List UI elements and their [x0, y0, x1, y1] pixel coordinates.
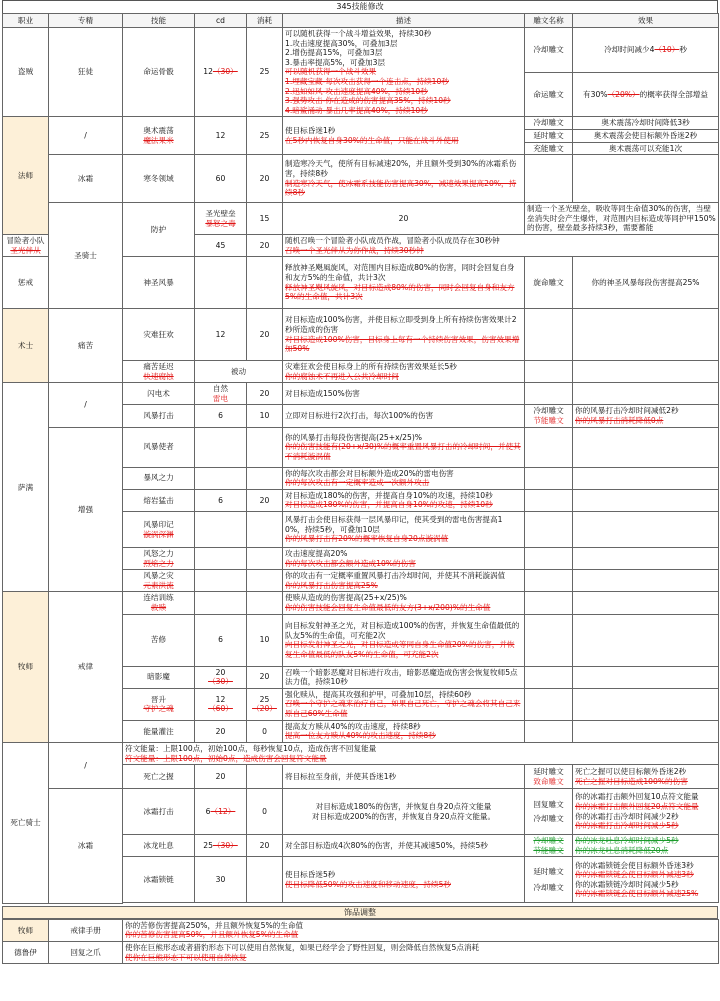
class-cell: 盗贼 — [3, 28, 49, 117]
desc-cell: 你的攻击有一定概率重置风暴打击冷却时间，并使其不消耗漩涡值 你的风暴打击伤害提高25% — [283, 570, 525, 592]
desc-cell: 对目标造成100%伤害，并使目标立即受到身上所有持续伤害效果计2秒所造成的伤害 对目标造成100%伤害，目标身上每有一个持续伤害效果，伤害效果增加50% — [283, 309, 525, 361]
glyph-effect: 你的风暴打击冷却时间减低2秒 你的风暴打击消耗降低0点 — [573, 405, 719, 427]
desc-cell: 可以随机获得一个战斗增益效果，持续30秒 1.攻击速度提高30%，可叠加3层 2.增伤提高15%，可叠加3层 3.暴击率提高5%，可叠加3层 可以随机获得一个战斗效果 1.埋藏宝藏-每次攻击获得一个连击点，持续10秒 2.迅如如风-攻击速度提高40%，持续10秒 3.强势攻击-你在造成的伤害提高35%，持续10秒 4.暗鲨涌动-暴击几率提高40%，持续10秒 — [283, 28, 525, 117]
header-cd: cd — [195, 14, 247, 28]
cd-cell: 6 — [195, 614, 247, 666]
header-cost: 消耗 — [247, 14, 283, 28]
desc-cell: 你的每次攻击都会对目标额外造成20%的雷电伤害 你的每次攻击有一定概率造成一次额外攻击 — [283, 467, 525, 489]
spec-cell: 增强 — [49, 427, 123, 592]
skill-cell: 寒冬领域 — [123, 155, 195, 203]
glyph-name: 延时雕文 — [525, 129, 573, 142]
table-row — [3, 919, 719, 941]
desc-cell: 风暴打击会使目标获得一层风暴印记，使其受到的雷电伤害提高10%，持续5秒，可叠加10层 你的风暴打击有20%的概率恢复自身20点漩涡值 — [283, 512, 525, 548]
desc-cell: 制造一个圣光壁垒，吸收等同生命值30%的伤害，当壁垒消失时会产生爆炸，对范围内目标造成等同护甲150%的伤害，壁垒最多持续3秒，需要蓄能 — [525, 203, 719, 235]
item-class: 牧师 — [3, 919, 49, 941]
skill-cell: 闪电术 — [123, 383, 195, 405]
skill-table — [2, 13, 719, 904]
cd-cell: 6（12） — [195, 789, 247, 835]
spec-cell: 冰霜 — [49, 789, 123, 904]
items-table — [2, 919, 719, 964]
glyph-effect: 你的冰龙吐息冷却时间减少5秒 你的冰龙吐息消耗降低20点 — [573, 835, 719, 857]
skill-cell: 暴风之力 — [123, 467, 195, 489]
item-desc: 你的苦修伤害提高250%，并且额外恢复5%的生命值 你的苦修伤害提高50%，并且额外恢复5%的生命值 — [123, 919, 719, 941]
class-cell: 圣骑士 — [49, 203, 123, 309]
glyph-name: 回复雕文 冷却雕文 — [525, 789, 573, 835]
skill-cell: 冰霜锁链 — [123, 857, 195, 903]
desc-cell: 向目标发射神圣之光，对目标造成100%的伤害，并恢复生命值最低的队友5%的生命值，可充能2次 向目标发射神圣之光，对目标造成等同自身生命值20%的伤害，并恢复生命值最低的队友5%的生命值，可充能2次 — [283, 614, 525, 666]
header-desc: 描述 — [283, 14, 525, 28]
skill-cell: 风暴使者 — [123, 427, 195, 467]
desc-cell: 使赎从造成的伤害提高(25+x/25)% 你的伤害技能会回复生命值最低的友方(3+x/200)%的生命值 — [283, 592, 525, 614]
desc-cell: 提高友方赎从40%的攻击速度，持续8秒 提高一位友方赎从40%的攻击速度，持续8秒 — [283, 720, 525, 742]
header-row — [3, 14, 719, 28]
desc-cell: 对目标造成150%伤害 — [283, 383, 525, 405]
skill-cell: 冰龙吐息 — [123, 835, 195, 857]
cd-cell: 25（30） — [195, 835, 247, 857]
header-effect: 效果 — [573, 14, 719, 28]
table-row — [3, 309, 719, 361]
class-cell: 牧师 — [3, 592, 49, 743]
glyph-effect: 奥术震荡冷却时间降低3秒 — [573, 117, 719, 130]
cd-cell: 6 — [195, 489, 247, 511]
skill-cell: 风暴印记 漩涡深渊 — [123, 512, 195, 548]
rune-note: 符文能量：上限100点，初始100点，每秒恢复10点，造成伤害不回复能量 符文能量：上限100点，初始0点，造成伤害会回复符文能量 — [123, 742, 719, 764]
glyph-effect: 死亡之握可以使目标额外昏迷2秒 死亡之握对目标造成100%的伤害 — [573, 765, 719, 789]
cost-cell: 25 — [247, 117, 283, 155]
desc-cell: 灾难狂欢会使目标身上的所有持续伤害效果延长5秒 你的腐蚀术不再进入公共冷却时间 — [283, 361, 525, 383]
skill-cell: 冒险者小队 圣光伴从 — [3, 234, 49, 256]
class-cell: 法师 — [3, 117, 49, 235]
cost-cell: 20 — [247, 155, 283, 203]
skill-cell: 命运骨骰 — [123, 28, 195, 117]
class-cell: 死亡骑士 — [3, 742, 49, 903]
skill-cell: 奥术震荡 魔法果米 — [123, 117, 195, 155]
spec-cell: 痛苦 — [49, 309, 123, 383]
cd-cell: 12 — [195, 117, 247, 155]
cd-cell: 12 — [195, 309, 247, 361]
glyph-name: 充能雕文 — [525, 142, 573, 155]
cost-cell: 20 — [247, 666, 283, 688]
skill-cell: 风暴打击 — [123, 405, 195, 427]
cost-cell: 20 — [283, 203, 525, 235]
table-row — [3, 28, 719, 73]
cost-cell: 10 — [247, 614, 283, 666]
cost-cell: 0 — [247, 720, 283, 742]
item-class: 德鲁伊 — [3, 942, 49, 964]
header-glyph: 雕文名称 — [525, 14, 573, 28]
desc-cell: 立即对目标进行2次打击，每次100%的伤害 — [283, 405, 525, 427]
cost-cell: 20 — [247, 489, 283, 511]
desc-cell: 召唤一个暗影恶魔对目标进行攻击，暗影恶魔造成伤害会恢复牧师5点法力值，持续10秒 — [283, 666, 525, 688]
cd-cell: 45 — [195, 234, 247, 256]
spec-cell: 惩戒 — [3, 257, 49, 309]
skill-cell: 风怒之力 烈焰之力 — [123, 548, 195, 570]
glyph-effect: 你的神圣风暴每段伤害提高25% — [573, 257, 719, 309]
desc-cell: 对目标造成180%的伤害，并恢复自身20点符文能量 对目标造成200%的伤害，并恢复自身20点符文能量。 — [283, 789, 525, 835]
cost-cell: 20 — [247, 383, 283, 405]
cost-cell: 10 — [247, 405, 283, 427]
spec-cell: 防护 — [123, 203, 195, 257]
glyph-name: 延时雕文 致命雕文 — [525, 765, 573, 789]
desc-cell: 使目标昏迷1秒 在5秒内恢复自身30%的生命值，只能在战斗外使用 — [283, 117, 525, 155]
glyph-name: 延时雕文 冷却雕文 — [525, 857, 573, 903]
item-name: 戒律手册 — [49, 919, 123, 941]
skill-cell: 晋升 守护之魂 — [123, 688, 195, 720]
table-row — [3, 203, 719, 235]
cost-cell: 20 — [247, 309, 283, 361]
glyph-effect: 有30%（20%）的概率获得全部增益 — [573, 72, 719, 117]
table-row — [3, 592, 719, 614]
spec-cell: / — [49, 742, 123, 788]
cost-cell: 25 — [247, 28, 283, 117]
skill-cell: 熔岩猛击 — [123, 489, 195, 511]
cd-cell: 20 （30） — [195, 666, 247, 688]
table-row — [3, 427, 719, 467]
glyph-effect: 你的冰霜打击额外回复10点符文能量 你的冰霜打击额外回复20点符文能量 你的冰霜打击冷却时间减少2秒 你的冰霜打击冷却时间减少5秒 — [573, 789, 719, 835]
desc-cell: 使目标昏迷5秒 使目标降低50%的攻击速度和移动速度，持续5秒 — [283, 857, 525, 903]
table-row — [3, 383, 719, 405]
item-name: 回复之爪 — [49, 942, 123, 964]
spec-cell: / — [49, 117, 123, 155]
cd-cell: 20 — [195, 720, 247, 742]
header-class: 职业 — [3, 14, 49, 28]
cd-cell: 30 — [195, 857, 247, 903]
class-cell: 术士 — [3, 309, 49, 383]
table-row — [3, 942, 719, 964]
skill-cell: 死亡之握 — [123, 765, 195, 789]
skill-cell: 圣光壁垒 暴怒之毒 — [195, 203, 247, 235]
skill-cell: 连结训练 救赎 — [123, 592, 195, 614]
cd-cell: 60 — [195, 155, 247, 203]
desc-cell: 攻击速度提高20% 你的每次攻击都会额外造成10%的伤害 — [283, 548, 525, 570]
desc-cell: 随机召唤一个冒险者小队成员作战，冒险者小队成员存在30秒钟 召唤一个圣光伴从为你作战，持续30秒钟 — [283, 234, 719, 256]
desc-cell: 你的风暴打击每段伤害提高(25+x/25)% 你的伤害技能有(20+x/30)%的概率重置风暴打击的冷却时间，并使其不消耗漩涡值 — [283, 427, 525, 467]
desc-cell: 制造寒冷天气，使所有目标减速20%，并且额外受到30%的冰霜系伤害，持续8秒 制造寒冷天气，使冰霜系技能伤害提高30%，减速效果提高20%，持续8秒 — [283, 155, 525, 203]
glyph-effect: 冷却时间减少4（10）秒 — [573, 28, 719, 73]
glyph-name: 旋命雕文 — [525, 257, 573, 309]
skill-cell: 灾难狂欢 — [123, 309, 195, 361]
cost-cell: 25 （20） — [247, 688, 283, 720]
cost-cell: 20 — [247, 835, 283, 857]
skill-cell: 能量灌注 — [123, 720, 195, 742]
cost-cell: 0 — [247, 789, 283, 835]
cd-cell: 自然 雷电 — [195, 383, 247, 405]
spec-cell: 戒律 — [49, 592, 123, 743]
skill-cell: 冰霜打击 — [123, 789, 195, 835]
cd-cell: 6 — [195, 405, 247, 427]
cd-cell: 20 — [195, 765, 247, 789]
skill-cell: 苦修 — [123, 614, 195, 666]
page-title: 345技能修改 — [2, 0, 718, 13]
header-skill: 技能 — [123, 14, 195, 28]
desc-cell: 释放神圣飓風旋风，对范围内目标造成80%的伤害，同时会回复自身和友方5%的生命值，共计3次 释放神圣飓风旋风，对目标造成80%的伤害，同时会回复自身和友方5%的生命值，共计3次 — [283, 257, 525, 309]
glyph-name: 冷却雕文 节能雕文 — [525, 405, 573, 427]
spec-cell: / — [49, 383, 123, 427]
glyph-effect: 奥术震荡可以充能1次 — [573, 142, 719, 155]
table-row — [3, 789, 719, 835]
cd-cell: 15 — [247, 203, 283, 235]
class-cell: 萨满 — [3, 383, 49, 592]
skill-cell: 暗影魔 — [123, 666, 195, 688]
skill-cell: 神圣风暴 — [123, 257, 195, 309]
items-title: 饰品调整 — [2, 906, 718, 919]
header-spec: 专精 — [49, 14, 123, 28]
glyph-effect: 你的冰霜锁链会使目标额外昏迷3秒 你的冰霜锁链会使目标额外减速3秒 你的冰霜锁链冷却时间减少5秒 你的冰霜锁链会使目标额外减速25% — [573, 857, 719, 903]
cd-cell: 12 （60） — [195, 688, 247, 720]
skill-cell: 风暴之灾 元素洪流 — [123, 570, 195, 592]
glyph-name: 冷却雕文 节能雕文 — [525, 835, 573, 857]
glyph-name: 命运雕文 — [525, 72, 573, 117]
item-desc: 使你在巨熊形态或者猎豹形态下可以使用自然恢复，如果已经学会了野性回复，则会降低自然恢复5点消耗 使你在巨熊形态下可以使用自然恢复 — [123, 942, 719, 964]
desc-cell: 对目标造成180%的伤害，并提高自身10%的攻速，持续10秒 对目标造成180%的伤害，并提高自身10%的攻速，持续10秒 — [283, 489, 525, 511]
desc-cell: 将目标拉至身前，并使其昏迷1秒 — [283, 765, 525, 789]
desc-cell: 对全部目标造成4次80%的伤害，并使其减速50%，持续5秒 — [283, 835, 525, 857]
desc-cell: 强化赎从，提高其攻强和护甲，可叠加10层，持续60秒 召唤一个守护之魂来治疗自己，如果自己死亡，守护之魂会将其自己来原自己60%生命值 — [283, 688, 525, 720]
glyph-effect: 奥术震荡会使目标额外昏迷2秒 — [573, 129, 719, 142]
table-row — [3, 117, 719, 130]
spec-cell: 狂徒 — [49, 28, 123, 117]
skill-cell: 痛苦延迟 快速腐蚀 — [123, 361, 195, 383]
passive-cell: 被动 — [195, 361, 283, 383]
table-row — [3, 155, 719, 203]
glyph-name: 冷却雕文 — [525, 28, 573, 73]
spec-cell: 冰霜 — [49, 155, 123, 203]
cd-cell: 12（30） — [195, 28, 247, 117]
table-row — [3, 742, 719, 764]
glyph-name: 冷却雕文 — [525, 117, 573, 130]
cost-cell: 20 — [247, 234, 283, 256]
